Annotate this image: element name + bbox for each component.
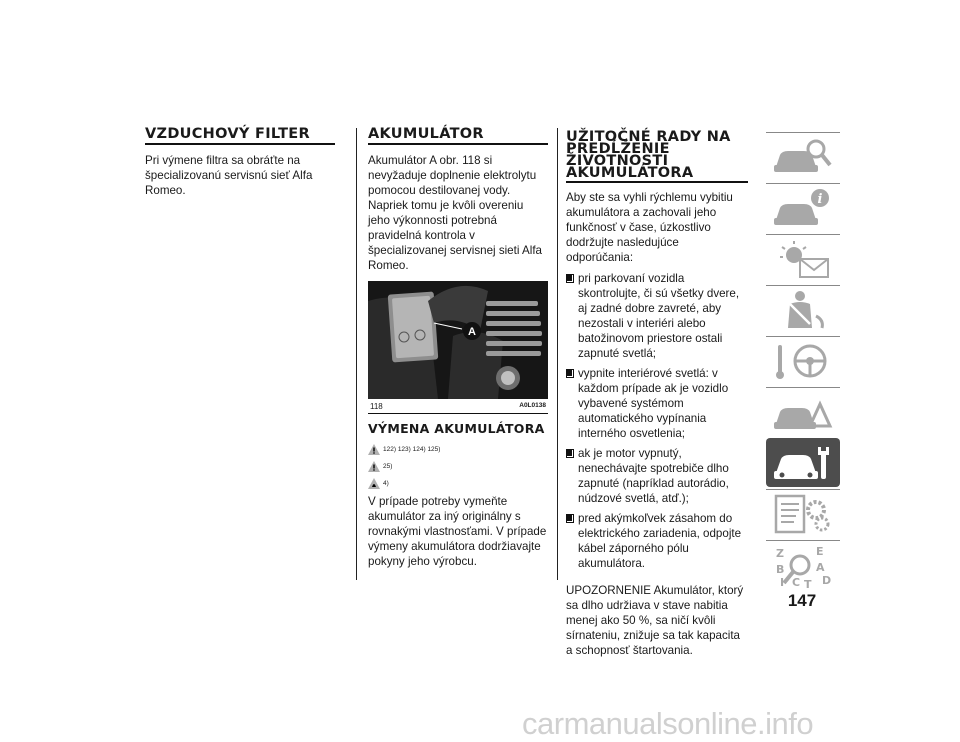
battery-tips-heading-line-2: PREDĹŽENIE (566, 141, 670, 157)
index-letter-c: C (792, 576, 801, 589)
battery-tips-heading-line-4: AKUMULÁTORA (566, 165, 694, 181)
index-letter-e: E (816, 545, 824, 558)
index-letter-b: B (776, 563, 785, 576)
tab-technical-data[interactable] (766, 489, 840, 538)
car-magnifier-icon (772, 137, 834, 177)
battery-tips-heading (566, 131, 748, 183)
tab-car-knowledge[interactable] (766, 132, 840, 181)
environment-triangle-icon (368, 478, 380, 489)
checkbox-bullet-icon (566, 449, 574, 458)
battery-figure (368, 281, 548, 399)
column-divider-1 (356, 128, 357, 580)
air-filter-section (145, 128, 335, 204)
battery-tips-heading-line-3: ŽIVOTNOSTI (566, 153, 669, 169)
battery-tips-intro: Aby ste sa vyhli rýchlemu vybitiu akumulátora a zachovali jeho funkčnosť v čase, úzkostlivo dodržujte nasledujúce odporúčania: (566, 191, 733, 264)
checkbox-bullet-icon (566, 369, 574, 378)
list-item (566, 366, 748, 441)
battery-photo (368, 281, 548, 399)
watermark: carmanualsonline.info (522, 706, 814, 741)
battery-tips-list (566, 271, 748, 571)
checkbox-bullet-icon (566, 514, 574, 523)
figure-caption (368, 399, 548, 414)
tip-text-2: vypnite interiérové svetlá: v každom prípade ak je vozidlo vybavené systémom automatického vypínania interného osvetlenia; (578, 367, 729, 440)
warning-triangle-icon (368, 444, 380, 455)
warning-row-3 (368, 475, 548, 492)
battery-heading: AKUMULÁTOR (368, 128, 548, 145)
tab-car-info[interactable] (766, 183, 840, 232)
document-gears-icon (772, 494, 834, 534)
page-number: 147 (787, 591, 817, 610)
warning-light-envelope-icon (772, 239, 834, 279)
index-letter-a: A (816, 561, 825, 574)
battery-section (368, 128, 548, 575)
warning-refs-3: 4) (383, 480, 389, 487)
car-info-icon (772, 188, 834, 228)
battery-tips-heading-line-1: UŽITOČNÉ RADY NA (566, 129, 731, 145)
index-letter-i: I (780, 576, 785, 589)
warning-refs-1: 122) 123) 124) 125) (383, 446, 441, 453)
list-item (566, 446, 748, 506)
list-item (566, 271, 748, 361)
air-filter-paragraph: Pri výmene filtra sa obráťte na špecializovanú servisnú sieť Alfa Romeo. (145, 154, 313, 197)
tip-text-1: pri parkovaní vozidla skontrolujte, či sú všetky dvere, aj zadné dobre zavreté, aby nezostali v interiéri alebo batožinovom priestore ostali zapnuté svetlá; (578, 272, 740, 360)
battery-replacement-paragraph: V prípade potreby vymeňte akumulátor za iný originálny s rovnakými vlastnosťami. V prípade výmeny akumulátora dodržiavajte pokyny jeho výrobcu. (368, 495, 547, 568)
warning-refs-2: 25) (383, 463, 393, 470)
tab-emergency[interactable] (766, 387, 840, 436)
car-wrench-icon (772, 443, 834, 483)
tab-index[interactable] (766, 540, 840, 589)
callout-label: A (468, 326, 476, 338)
chapter-index-sidebar (766, 132, 842, 591)
warning-row-1 (368, 441, 548, 458)
seatbelt-passenger-icon (772, 290, 834, 330)
attention-triangle-icon (368, 461, 380, 472)
index-letter-z: Z (776, 547, 784, 560)
svg-text:i: i (817, 192, 823, 207)
figure-number: 118 (370, 402, 383, 411)
battery-paragraph: Akumulátor A obr. 118 si nevyžaduje doplnenie elektrolytu pomocou destilovanej vody. Napriek tomu je kvôli overeniu jeho výkonnosti potrebná pravidelná kontrola v špecializovanej servisnej sieti Alfa Romeo. (368, 154, 542, 272)
index-letter-d: D (822, 574, 832, 587)
warning-row-2 (368, 458, 548, 475)
tab-safety[interactable] (766, 285, 840, 334)
air-filter-heading: VZDUCHOVÝ FILTER (145, 128, 335, 145)
list-item (566, 511, 748, 571)
battery-note: UPOZORNENIE Akumulátor, ktorý sa dlho udržiava v stave nabitia menej ako 50 %, sa ničí kvôli sírnateniu, znižuje sa tak kapacita a schopnosť štartovania. (566, 584, 744, 657)
car-breakdown-triangle-icon (772, 392, 834, 432)
checkbox-bullet-icon (566, 274, 574, 283)
index-letter-t: T (804, 578, 812, 589)
alphabet-index-icon (772, 545, 834, 589)
battery-replacement-heading: VÝMENA AKUMULÁTORA (368, 421, 545, 436)
tab-starting-driving[interactable] (766, 336, 840, 385)
battery-tips-section (566, 131, 748, 664)
tip-text-4: pred akýmkoľvek zásahom do elektrického zariadenia, odpojte kábel záporného pólu akumulátora. (578, 512, 742, 570)
tab-maintenance[interactable] (766, 438, 840, 487)
tab-warning-lights[interactable] (766, 234, 840, 283)
steering-wheel-key-icon (772, 341, 834, 381)
tip-text-3: ak je motor vypnutý, nenechávajte spotrebiče dlho zapnuté (napríklad autorádio, núdzové svetlá, atď.); (578, 447, 729, 505)
column-divider-2 (557, 128, 558, 580)
figure-code: A0L0138 (519, 402, 546, 409)
